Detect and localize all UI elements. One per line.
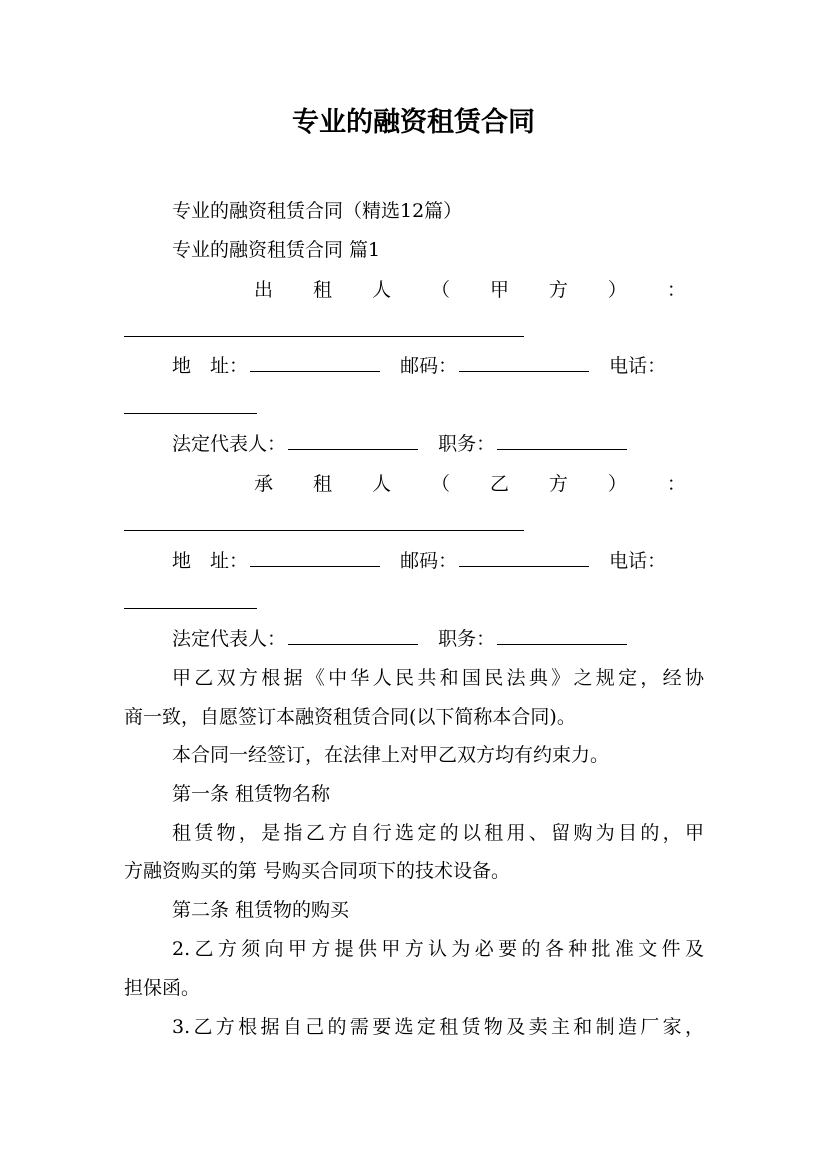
lessee-char: 租 — [312, 473, 332, 495]
lessor-contact-line — [172, 354, 704, 378]
lessee-char: 方 — [548, 473, 568, 495]
postcode-blank — [459, 565, 589, 567]
position-label: 职务： — [438, 433, 496, 455]
lessee-char: ） — [607, 473, 627, 495]
section-heading: 专业的融资租赁合同 篇1 — [172, 239, 381, 261]
address-blank — [250, 370, 380, 372]
phone-label: 电话： — [609, 355, 667, 377]
paragraph-line: 租赁物，是指乙方自行选定的以租用、留购为目的，甲 — [172, 822, 704, 844]
postcode-label: 邮码： — [400, 550, 458, 572]
position-blank — [497, 448, 627, 450]
paragraph-line: 3.乙方根据自己的需要选定租赁物及卖主和制造厂家， — [172, 1016, 704, 1038]
paragraph-line: 2.乙方须向甲方提供甲方认为必要的各种批准文件及 — [172, 938, 704, 960]
lessor-char: 人 — [371, 279, 391, 301]
legal-rep-label: 法定代表人： — [172, 433, 287, 455]
address-blank — [250, 565, 380, 567]
legal-rep-blank — [288, 448, 418, 450]
lessee-contact-line — [172, 549, 704, 573]
postcode-blank — [459, 370, 589, 372]
lessee-char: 人 — [371, 473, 391, 495]
lessee-label — [254, 472, 686, 496]
article-title: 第二条 租赁物的购买 — [172, 899, 350, 921]
paragraph-line: 担保函。 — [124, 977, 201, 999]
article-title: 第一条 租赁物名称 — [172, 783, 331, 805]
lessor-phone-blank — [124, 413, 257, 414]
paragraph-line: 商一致，自愿签订本融资租赁合同(以下简称本合同)。 — [124, 706, 576, 728]
intro-line: 专业的融资租赁合同（精选12篇） — [172, 200, 463, 222]
lessee-char: 乙 — [489, 473, 509, 495]
lessee-char: ： — [666, 473, 686, 495]
position-label: 职务： — [438, 628, 496, 650]
legal-rep-label: 法定代表人： — [172, 628, 287, 650]
phone-label: 电话： — [609, 550, 667, 572]
lessee-name-blank — [124, 530, 524, 531]
lessee-phone-blank — [124, 608, 257, 609]
lessor-rep-line — [172, 432, 704, 456]
lessor-char: ： — [666, 279, 686, 301]
lessee-char: 承 — [254, 473, 274, 495]
lessor-label — [254, 278, 686, 302]
address-label: 地 址： — [172, 550, 249, 572]
postcode-label: 邮码： — [400, 355, 458, 377]
legal-rep-blank — [288, 643, 418, 645]
lessor-name-blank — [124, 336, 524, 337]
lessee-rep-line — [172, 627, 704, 651]
lessor-char: 租 — [312, 279, 332, 301]
lessor-char: ） — [607, 279, 627, 301]
lessee-char: （ — [430, 473, 450, 495]
address-label: 地 址： — [172, 355, 249, 377]
lessor-char: 方 — [548, 279, 568, 301]
document-title: 专业的融资租赁合同 — [292, 107, 535, 138]
lessor-char: 出 — [254, 279, 274, 301]
lessor-char: 甲 — [489, 279, 509, 301]
paragraph-line: 甲乙双方根据《中华人民共和国民法典》之规定，经协 — [172, 667, 704, 689]
position-blank — [497, 643, 627, 645]
paragraph-line: 方融资购买的第 号购买合同项下的技术设备。 — [124, 860, 511, 882]
lessor-char: （ — [430, 279, 450, 301]
paragraph-line: 本合同一经签订，在法律上对甲乙双方均有约束力。 — [172, 744, 610, 766]
